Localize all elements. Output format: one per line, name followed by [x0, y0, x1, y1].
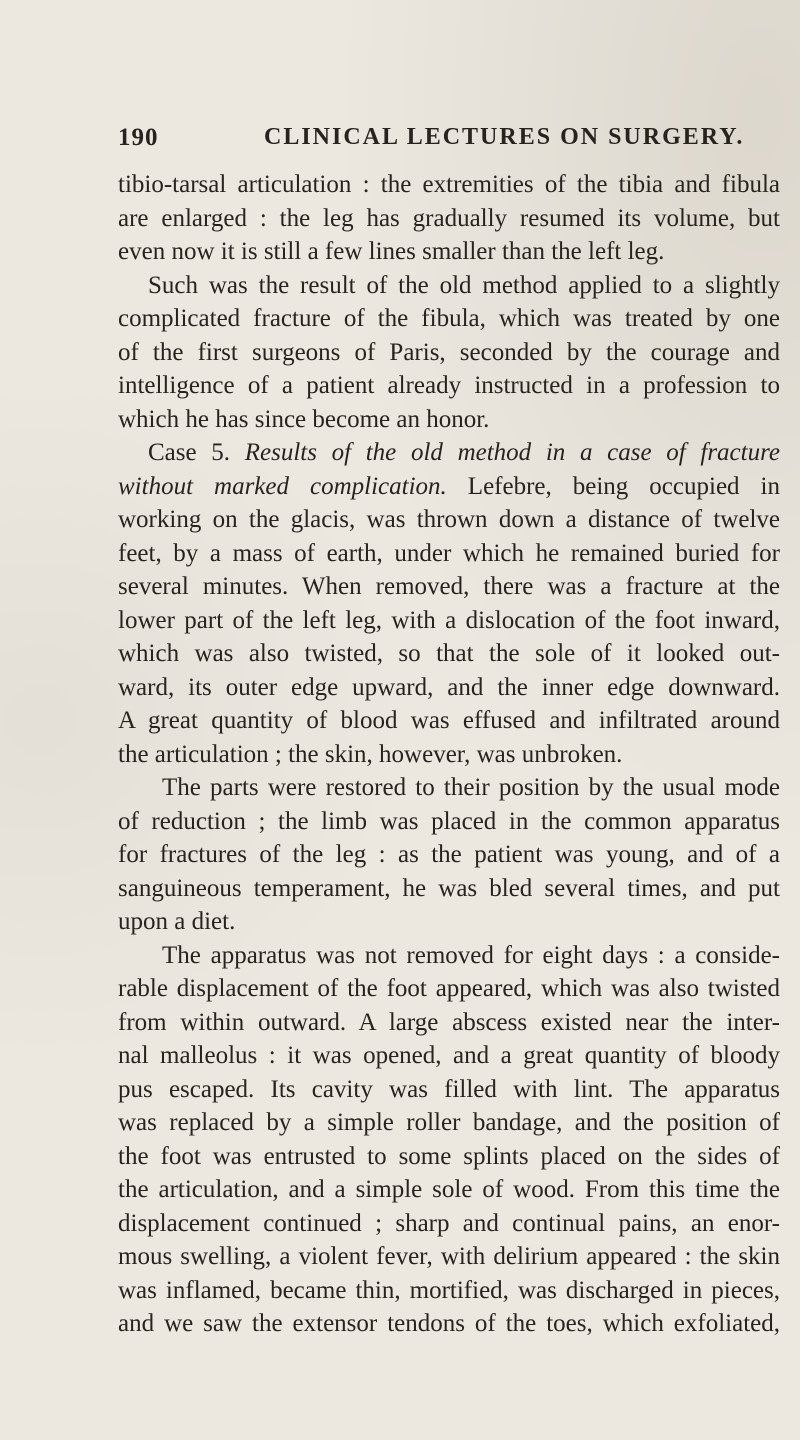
text-line: lower part of the left leg, with a dislocation of the foot inward,	[118, 606, 780, 634]
text-line: which was also twisted, so that the sole of it looked out-	[118, 640, 780, 667]
text-line: of the first surgeons of Paris, seconded by the courage and	[118, 338, 780, 366]
text-line: rable displacement of the foot appeared, which was also twisted	[118, 975, 780, 1002]
text-line: even now it is still a few lines smaller than the left leg.	[118, 238, 665, 265]
text-line: of reduction ; the limb was placed in the common apparatus	[118, 807, 780, 835]
running-head: CLINICAL LECTURES ON SURGERY.	[264, 124, 745, 150]
text-line: working on the glacis, was thrown down a distance of twelve	[118, 506, 780, 533]
text-line	[118, 470, 780, 504]
page-header	[118, 124, 745, 164]
text-line: and we saw the extensor tendons of the toes, which exfoliated,	[118, 1310, 780, 1337]
text-line: upon a diet.	[118, 908, 236, 935]
text-line: pus escaped. Its cavity was filled with lint. The apparatus	[118, 1075, 780, 1103]
text-line: nal malleolus : it was opened, and a great quantity of bloody	[118, 1042, 780, 1069]
text-line: the foot was entrusted to some splints placed on the sides of	[118, 1142, 780, 1170]
text-line: Such was the result of the old method applied to a slightly	[148, 271, 780, 299]
text-line: A great quantity of blood was effused and infiltrated around	[118, 707, 780, 734]
text-line: intelligence of a patient already instructed in a profession to	[118, 372, 780, 399]
text-line: tibio-tarsal articulation : the extremities of the tibia and fibula	[118, 171, 780, 198]
text-line: feet, by a mass of earth, under which he remained buried for	[118, 539, 780, 567]
page-number: 190	[118, 124, 159, 151]
text-line: several minutes. When removed, there was a fracture at the	[118, 573, 780, 600]
text-line: was inflamed, became thin, mortified, was discharged in pieces,	[118, 1276, 780, 1304]
case-title: Results of the old method in a case of fracture	[244, 439, 780, 466]
text-line: was replaced by a simple roller bandage, and the position of	[118, 1109, 780, 1136]
text-line: from within outward. A large abscess existed near the inter-	[118, 1008, 780, 1036]
text-line: sanguineous temperament, he was bled several times, and put	[118, 874, 780, 902]
text-line: The parts were restored to their position by the usual mode	[162, 774, 780, 801]
case-text: Lefebre, being occupied in	[467, 472, 780, 500]
text-line: mous swelling, a violent fever, with delirium appeared : the skin	[118, 1243, 780, 1270]
text-line: The apparatus was not removed for eight days : a conside-	[162, 941, 780, 969]
case-title-continued: without marked complication.	[118, 472, 447, 500]
text-line: ward, its outer edge upward, and the inner edge downward.	[118, 673, 780, 701]
case-heading-line	[118, 436, 780, 470]
text-line: complicated fracture of the fibula, which was treated by one	[118, 305, 780, 332]
body-text	[118, 168, 780, 1341]
text-line: which he has since become an honor.	[118, 405, 490, 433]
text-line: displacement continued ; sharp and continual pains, an enor-	[118, 1209, 780, 1237]
text-line: the articulation, and a simple sole of wood. From this time the	[118, 1176, 780, 1203]
case-number: Case 5.	[148, 439, 231, 466]
text-line: for fractures of the leg : as the patient was young, and of a	[118, 841, 780, 868]
text-line: are enlarged : the leg has gradually resumed its volume, but	[118, 204, 780, 232]
text-line: the articulation ; the skin, however, was unbroken.	[118, 740, 623, 768]
